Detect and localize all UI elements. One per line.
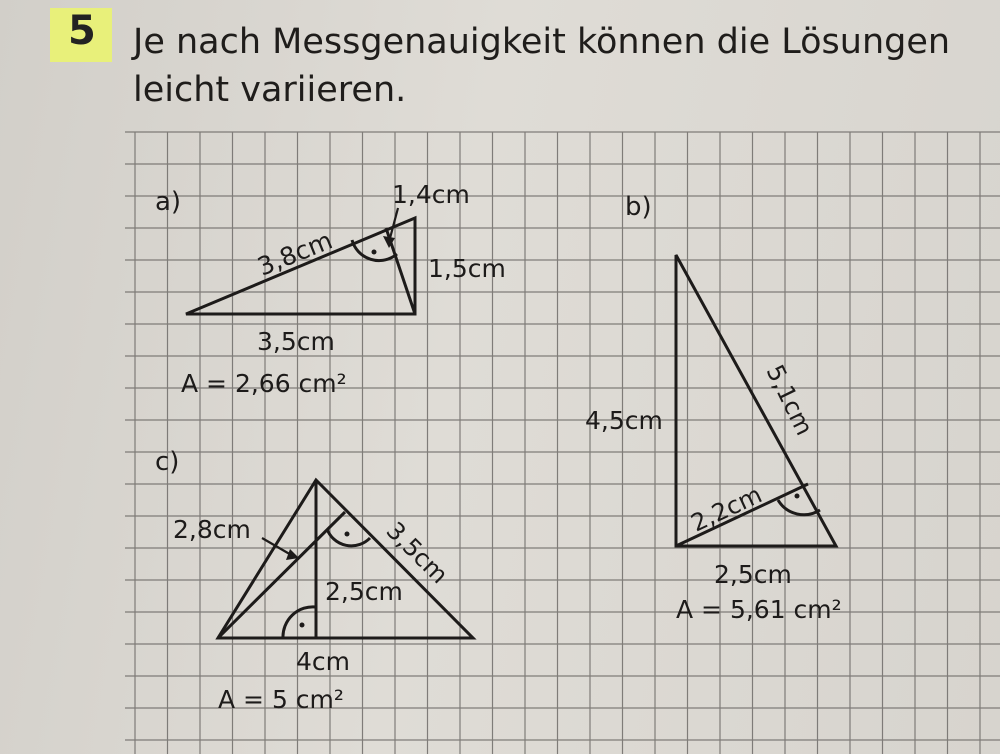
measure-a-base: 3,5cm xyxy=(257,327,335,356)
measure-c-base: 4cm xyxy=(296,647,351,676)
measure-b-hypotenuse: 5,1cm xyxy=(760,360,819,440)
part-b-label: b) xyxy=(625,192,652,222)
exercise-instruction: Je nach Messgenauigkeit können die Lösungen leicht variieren. xyxy=(133,22,951,110)
part-a-label: a) xyxy=(155,187,182,217)
measure-c-right-side: 3,5cm xyxy=(380,516,454,590)
area-a: A = 2,66 cm² xyxy=(181,369,347,398)
measure-c-height: 2,5cm xyxy=(325,577,403,606)
measure-b-height: 2,2cm xyxy=(686,480,767,538)
measure-a-hypotenuse: 3,8cm xyxy=(253,225,337,282)
area-c: A = 5 cm² xyxy=(218,685,344,714)
exercise-number: 5 xyxy=(68,8,96,54)
measure-c-left-side: 2,8cm xyxy=(173,515,251,544)
area-b: A = 5,61 cm² xyxy=(676,595,842,624)
measure-a-height: 1,4cm xyxy=(392,180,470,209)
measure-b-base: 2,5cm xyxy=(714,560,792,589)
part-c-label: c) xyxy=(155,447,180,477)
measure-b-vertical: 4,5cm xyxy=(585,406,663,435)
squared-grid xyxy=(125,132,1000,754)
measure-a-side: 1,5cm xyxy=(428,254,506,283)
